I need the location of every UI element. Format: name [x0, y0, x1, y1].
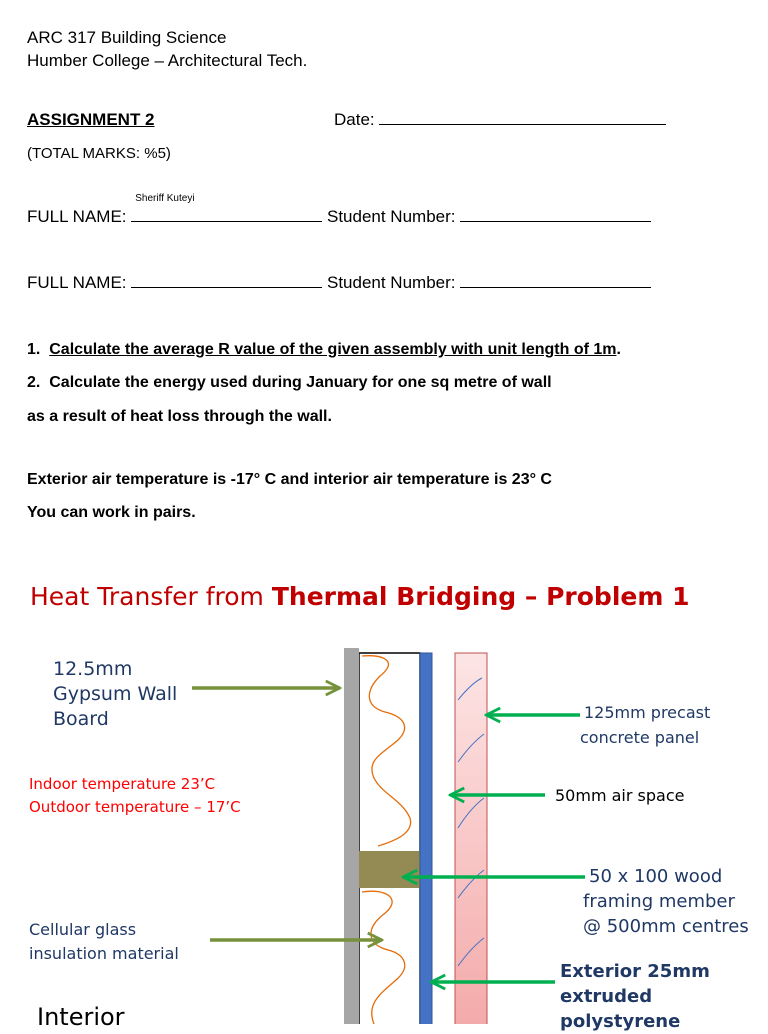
date-label: Date:	[334, 110, 375, 129]
framing-label	[583, 864, 749, 939]
pairs-note: You can work in pairs.	[27, 504, 196, 521]
name-row-2	[27, 273, 651, 293]
student-number-label: Student Number:	[326, 273, 456, 292]
full-name-field-1[interactable]	[131, 221, 322, 222]
full-name-label: FULL NAME:	[27, 207, 127, 226]
insulation-label-line-2: insulation material	[29, 944, 179, 963]
gypsum-label-line-2: Gypsum Wall	[53, 683, 178, 705]
gypsum-board	[344, 648, 359, 1024]
question-1-number: 1.	[27, 341, 41, 358]
xps-layer	[420, 653, 432, 1024]
slide-title-bold: Thermal Bridging – Problem 1	[271, 582, 690, 611]
question-2-text: Calculate the energy used during January for one sq metre of wall	[49, 374, 552, 391]
precast-label-line-2: concrete panel	[580, 728, 700, 747]
xps-label	[560, 959, 710, 1034]
student-number-label: Student Number:	[326, 207, 456, 226]
precast-label	[580, 700, 710, 750]
wood-stud	[359, 851, 420, 888]
framing-label-line-1: 50 x 100 wood	[589, 866, 723, 887]
name-row-1	[27, 193, 651, 227]
insulation-fill	[362, 656, 411, 1024]
date-field[interactable]	[379, 124, 666, 125]
assignment-title: ASSIGNMENT 2	[27, 110, 155, 129]
total-marks: (TOTAL MARKS: %5)	[27, 145, 171, 162]
question-1-period: .	[616, 341, 621, 358]
xps-label-line-1: Exterior 25mm	[560, 961, 710, 982]
outdoor-temp-label: Outdoor temperature – 17’C	[29, 798, 241, 816]
question-2-number: 2.	[27, 374, 41, 391]
full-name-field-2[interactable]	[131, 287, 322, 288]
slide-title-plain: Heat Transfer from	[30, 582, 272, 611]
full-name-value-1: Sheriff Kuteyi	[135, 193, 195, 204]
course-title: ARC 317 Building Science	[27, 28, 227, 47]
concrete-texture	[458, 678, 484, 966]
question-2-continued: as a result of heat loss through the wall.	[27, 408, 332, 425]
question-1-text: Calculate the average R value of the given assembly with unit length of 1m	[49, 341, 617, 358]
temperature-note: Exterior air temperature is -17° C and interior air temperature is 23° C	[27, 471, 552, 488]
gypsum-label-line-3: Board	[53, 708, 109, 730]
student-number-field-2[interactable]	[460, 287, 651, 288]
framing-label-line-2: framing member	[583, 891, 735, 912]
xps-label-line-2: extruded	[560, 986, 653, 1007]
precast-label-line-1: 125mm precast	[584, 703, 711, 722]
slide-title	[30, 580, 690, 614]
gypsum-label	[53, 657, 177, 732]
question-2	[27, 373, 552, 393]
air-space-label: 50mm air space	[555, 786, 685, 805]
concrete-panel	[455, 653, 487, 1024]
temperature-labels	[29, 773, 241, 819]
gypsum-label-line-1: 12.5mm	[53, 658, 133, 680]
full-name-label: FULL NAME:	[27, 273, 127, 292]
college-name: Humber College – Architectural Tech.	[27, 51, 308, 70]
student-number-field-1[interactable]	[460, 221, 651, 222]
insulation-label	[29, 918, 179, 966]
question-1	[27, 340, 621, 360]
interior-label: Interior	[37, 1003, 125, 1031]
xps-label-line-3: polystyrene	[560, 1011, 681, 1032]
insulation-label-line-1: Cellular glass	[29, 920, 137, 939]
date-row	[334, 110, 666, 130]
indoor-temp-label: Indoor temperature 23’C	[29, 775, 216, 793]
framing-label-line-3: @ 500mm centres	[583, 916, 749, 937]
insulation-cavity	[359, 653, 420, 1024]
